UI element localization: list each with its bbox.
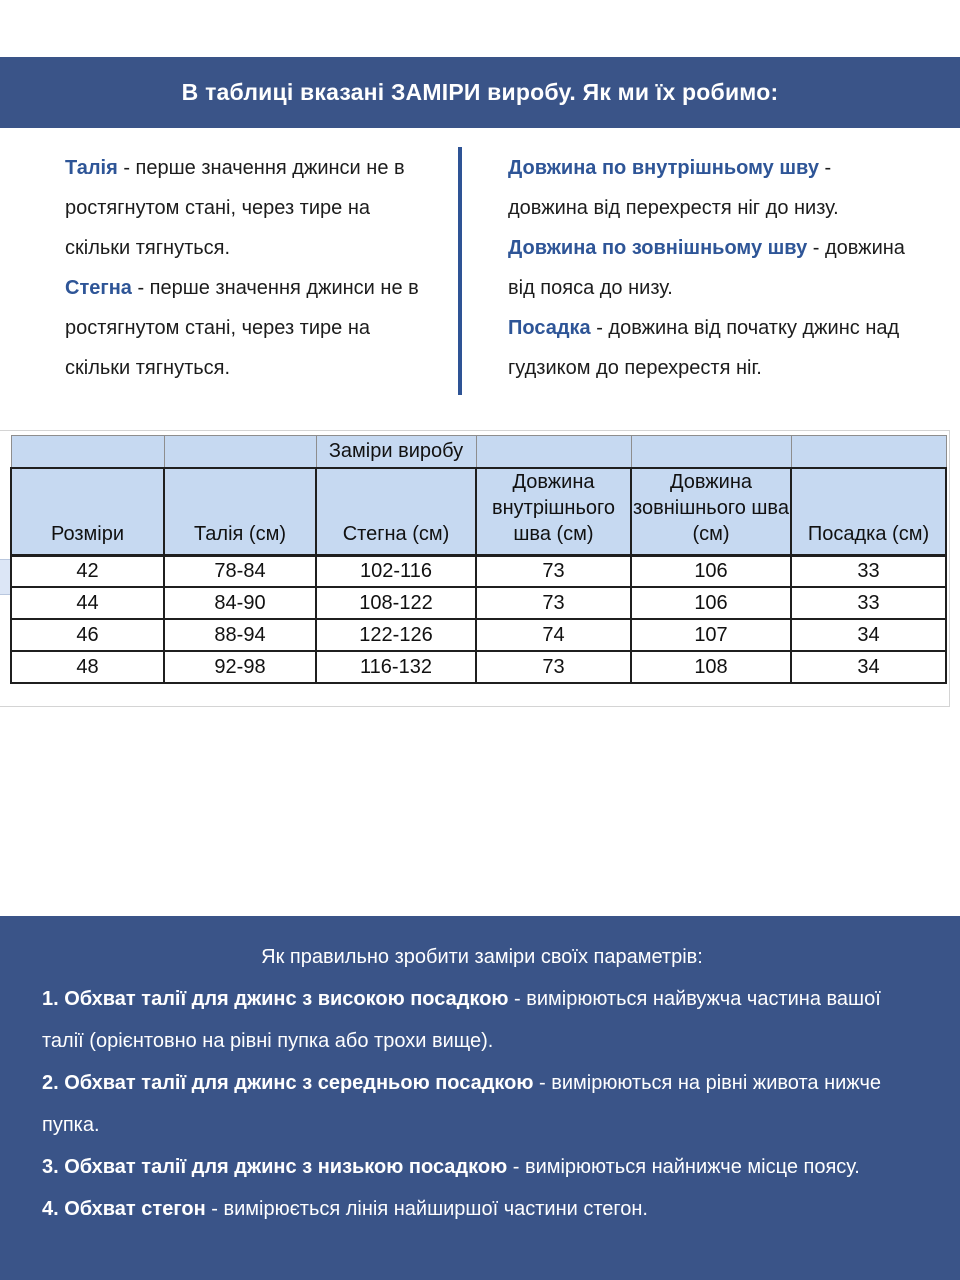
instruction-lead: 4. Обхват стегон [42,1198,206,1220]
table-caption-cell [631,436,791,468]
gridline-artifact-right [949,430,950,707]
instruction-item-3 [42,1146,922,1188]
header-banner [0,57,960,128]
table-caption-cell [476,436,631,468]
instruction-lead: 3. Обхват талії для джинс з низькою посадкою [42,1156,508,1178]
definition-text: - довжина від пояса до низу. [508,237,905,299]
table-cell: 78-84 [164,555,316,587]
definition-hips [65,268,431,388]
table-cell: 44 [11,587,164,619]
table-row [11,619,946,651]
table-caption-cell [791,436,946,468]
table-cell: 107 [631,619,791,651]
table-caption-row [11,436,946,468]
definition-term: Довжина по зовнішньому шву [508,237,808,259]
column-header-sizes: Розміри [11,468,164,556]
instruction-item-4 [42,1188,922,1230]
gridline-artifact-top [0,430,949,431]
size-table [10,435,947,684]
definition-text: - перше значення джинси не в ростягнутом стані, через тире на скільки тягнуться. [65,277,419,379]
instruction-text: - вимірюються найвужча частина вашої талії (орієнтовно на рівні пупка або трохи вище). [42,988,881,1052]
definition-inseam [508,148,908,228]
definition-term: Талія [65,157,118,179]
definition-text: - перше значення джинси не в ростягнутом стані, через тире на скільки тягнуться. [65,157,405,259]
instruction-item-2 [42,1062,922,1146]
column-header-outseam: Довжина зовнішнього шва (см) [631,468,791,556]
table-cell: 102-116 [316,555,476,587]
table-cell: 33 [791,555,946,587]
table-caption: Заміри виробу [316,436,476,468]
definitions-right-column [508,148,908,388]
column-header-rise: Посадка (см) [791,468,946,556]
table-cell: 48 [11,651,164,683]
table-row [11,587,946,619]
definition-text: - довжина від перехрестя ніг до низу. [508,157,839,219]
instructions-banner [0,916,960,1280]
definition-term: Довжина по внутрішньому шву [508,157,819,179]
table-row [11,651,946,683]
table-cell: 33 [791,587,946,619]
table-cell: 92-98 [164,651,316,683]
table-header-row [11,468,946,556]
table-cell: 122-126 [316,619,476,651]
table-cell: 106 [631,555,791,587]
definition-waist [65,148,431,268]
table-cell: 73 [476,587,631,619]
definition-rise [508,308,908,388]
table-cell: 106 [631,587,791,619]
instruction-item-1 [42,978,922,1062]
table-cell: 84-90 [164,587,316,619]
vertical-divider [458,147,462,395]
table-cell: 34 [791,651,946,683]
instruction-lead: 1. Обхват талії для джинс з високою посадкою [42,988,509,1010]
table-cell: 42 [11,555,164,587]
definition-term: Стегна [65,277,132,299]
table-cell: 108 [631,651,791,683]
instructions-title: Як правильно зробити заміри своїх параметрів: [261,946,703,968]
table-cell: 74 [476,619,631,651]
definition-term: Посадка [508,317,591,339]
table-cell: 88-94 [164,619,316,651]
table-caption-cell [11,436,164,468]
column-header-waist: Талія (см) [164,468,316,556]
table-row [11,555,946,587]
instruction-lead: 2. Обхват талії для джинс з середньою посадкою [42,1072,534,1094]
row-header-remnant [0,559,10,595]
column-header-inseam: Довжина внутрішнього шва (см) [476,468,631,556]
column-header-hips: Стегна (см) [316,468,476,556]
table-cell: 116-132 [316,651,476,683]
table-cell: 34 [791,619,946,651]
instruction-text: - вимірюється лінія найширшої частини стегон. [205,1198,648,1220]
table-cell: 73 [476,651,631,683]
header-title: В таблиці вказані ЗАМІРИ виробу. Як ми їх робимо: [181,79,779,105]
instruction-text: - вимірюються найнижче місце поясу. [507,1156,860,1178]
table-cell: 108-122 [316,587,476,619]
definition-text: - довжина від початку джинс над гудзиком до перехрестя ніг. [508,317,900,379]
definition-outseam [508,228,908,308]
instruction-text: - вимірюються на рівні живота нижче пупка. [42,1072,882,1136]
table-caption-cell [164,436,316,468]
table-cell: 73 [476,555,631,587]
definitions-left-column [65,148,431,388]
table-cell: 46 [11,619,164,651]
gridline-artifact-bottom [0,706,949,707]
